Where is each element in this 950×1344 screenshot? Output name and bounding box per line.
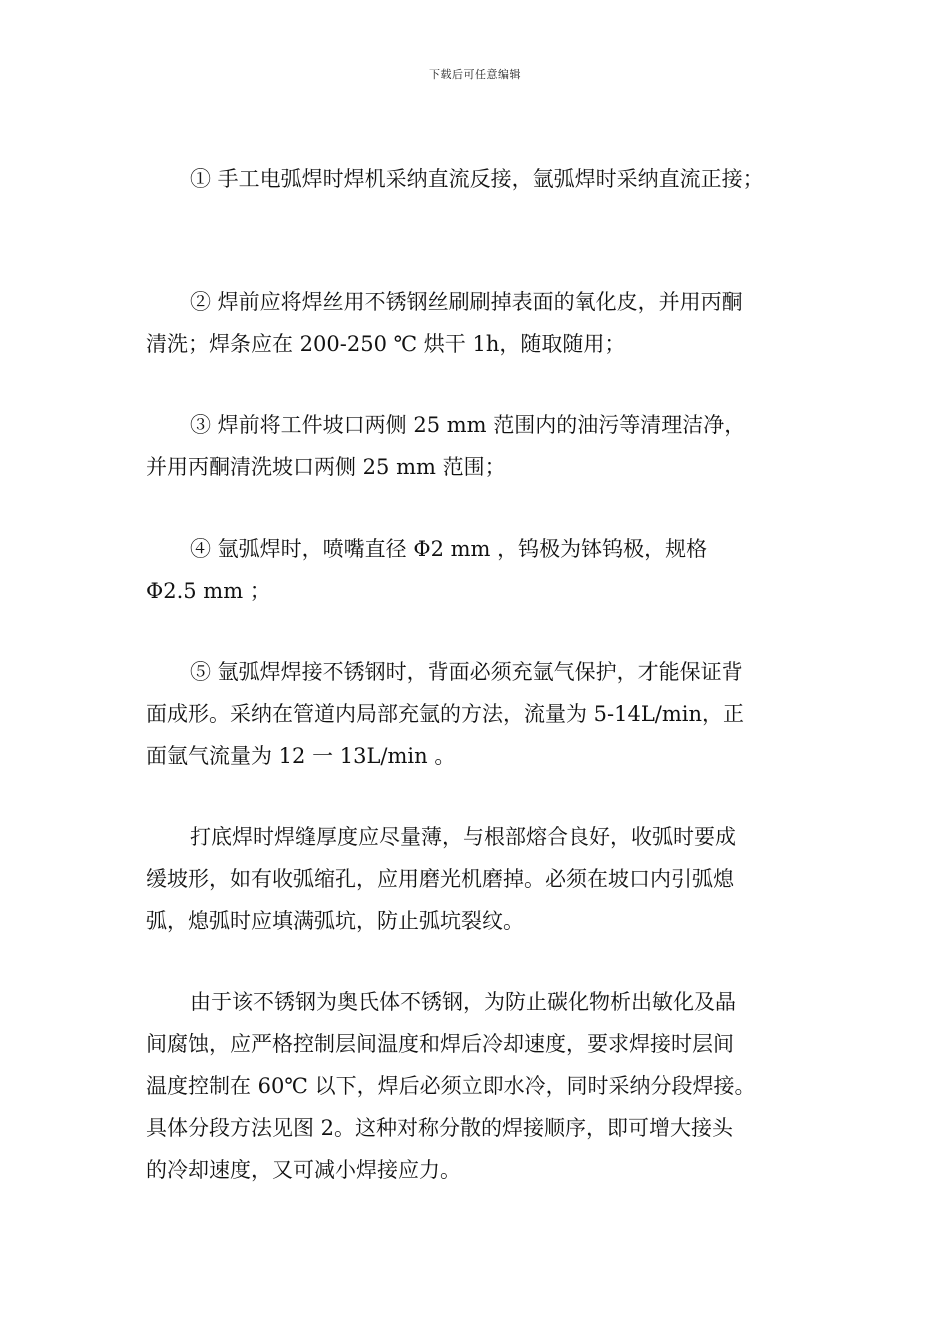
paragraph-line: 打底焊时焊缝厚度应尽量薄，与根部熔合良好，收弧时要成 bbox=[190, 825, 736, 849]
paragraph-line: 清洗；焊条应在 200-250 ℃ 烘干 1h，随取随用； bbox=[146, 332, 626, 356]
paragraph-line: 弧，熄弧时应填满弧坑，防止弧坑裂纹。 bbox=[146, 909, 524, 933]
paragraph-7 bbox=[146, 981, 826, 1191]
paragraph-line: ② 焊前应将焊丝用不锈钢丝刷刷掉表面的氧化皮，并用丙酮 bbox=[190, 290, 743, 314]
paragraph-6 bbox=[146, 816, 826, 942]
paragraph-1 bbox=[146, 158, 826, 200]
paragraph-line: 的冷却速度，又可减小焊接应力。 bbox=[146, 1158, 461, 1182]
page-header-note: 下载后可任意编辑 bbox=[429, 68, 521, 81]
paragraph-line: 并用丙酮清洗坡口两侧 25 mm 范围； bbox=[146, 455, 506, 479]
paragraph-line: ④ 氩弧焊时，喷嘴直径 Φ2 mm ，钨极为钵钨极，规格 bbox=[190, 537, 708, 561]
paragraph-line: ③ 焊前将工件坡口两侧 25 mm 范围内的油污等清理洁净， bbox=[190, 413, 746, 437]
paragraph-4 bbox=[146, 528, 826, 612]
paragraph-line: 间腐蚀，应严格控制层间温度和焊后冷却速度，要求焊接时层间 bbox=[146, 1032, 734, 1056]
paragraph-line: ① 手工电弧焊时焊机采纳直流反接，氩弧焊时采纳直流正接； bbox=[190, 167, 764, 191]
paragraph-line: 缓坡形，如有收弧缩孔，应用磨光机磨掉。必须在坡口内引弧熄 bbox=[146, 867, 734, 891]
paragraph-line: 由于该不锈钢为奥氏体不锈钢，为防止碳化物析出敏化及晶 bbox=[190, 990, 736, 1014]
paragraph-line: 面氩气流量为 12 一 13L/min 。 bbox=[146, 744, 456, 768]
paragraph-3 bbox=[146, 404, 826, 488]
paragraph-line: Φ2.5 mm ； bbox=[146, 579, 271, 603]
paragraph-line: 具体分段方法见图 2。这种对称分散的焊接顺序，即可增大接头 bbox=[146, 1116, 734, 1140]
paragraph-2 bbox=[146, 281, 826, 365]
paragraph-line: 面成形。采纳在管道内局部充氩的方法，流量为 5-14L/min，正 bbox=[146, 702, 745, 726]
paragraph-line: ⑤ 氩弧焊焊接不锈钢时，背面必须充氩气保护，才能保证背 bbox=[190, 660, 743, 684]
paragraph-line: 温度控制在 60℃ 以下，焊后必须立即水冷，同时采纳分段焊接。 bbox=[146, 1074, 756, 1098]
paragraph-5 bbox=[146, 651, 826, 777]
